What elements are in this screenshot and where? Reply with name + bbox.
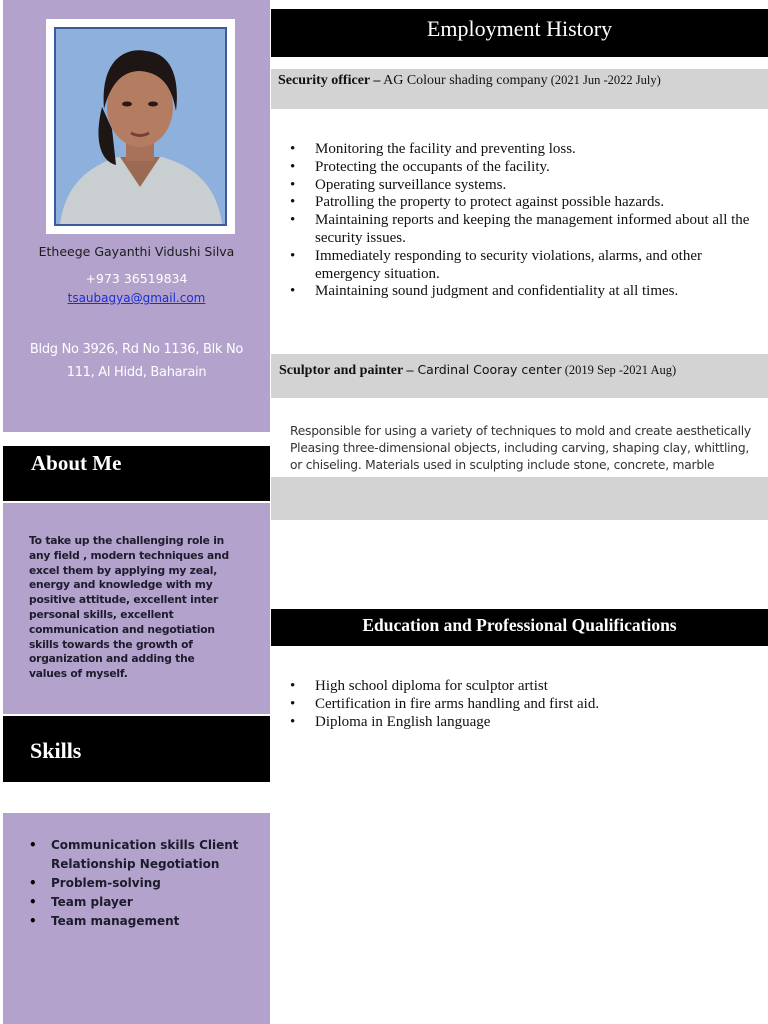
skills-title: Skills [30,738,82,763]
job-dates: (2019 Sep -2021 Aug) [561,363,677,377]
job-header-security-officer [271,69,768,109]
address: Bldg No 3926, Rd No 1136, Blk No 111, Al Hidd, Baharain [29,342,244,380]
job-title: Sculptor and painter – [279,363,414,378]
job-company: AG Colour shading company [380,73,548,88]
job-header-sculptor [271,354,768,398]
education-list [290,677,750,731]
job-duties-list [290,141,760,301]
divider-bar [271,477,768,520]
education-item: • Certification in fire arms handling and first aid. [290,695,750,713]
skill-item: • Team management [29,912,249,931]
job-company: Cardinal Cooray center [413,362,562,377]
duty-item: • Protecting the occupants of the facility. [290,159,760,177]
skill-item: • Team player [29,893,249,912]
education-title: Education and Professional Qualifications [271,609,768,646]
about-me-title: About Me [31,451,122,475]
skills-list [29,836,249,931]
job-dates: (2021 Jun -2022 July) [547,73,661,87]
duty-item: • Maintaining sound judgment and confidentiality at all times. [290,283,760,301]
candidate-name: Etheege Gayanthi Vidushi Silva [38,244,235,259]
person-portrait-icon [56,29,225,224]
duty-item: • Immediately responding to security violations, alarms, and other emergency situation. [290,248,760,284]
duty-item: • Patrolling the property to protect against possible hazards. [290,194,760,212]
profile-photo-image [54,27,227,226]
skill-item: • Communication skills Client Relationship Negotiation [29,836,249,874]
skill-item: • Problem-solving [29,874,249,893]
education-item: • Diploma in English language [290,713,750,731]
skills-header [3,716,270,782]
about-me-text: To take up the challenging role in any field , modern techniques and excel them by applying my zeal, energy and knowledge with my positive attitude, excellent inter personal skills, excellent communication and negotiation skills towards the growth of organization and adding the values of myself. [29,534,229,681]
about-me-header [3,446,270,501]
employment-history-title: Employment History [271,9,768,57]
duty-item: • Monitoring the facility and preventing loss. [290,141,760,159]
phone-number: +973 36519834 [85,271,188,286]
profile-photo [46,19,235,234]
duty-item: • Maintaining reports and keeping the management informed about all the security issues. [290,212,760,248]
education-item: • High school diploma for sculptor artist [290,677,750,695]
email-link[interactable]: tsaubagya@gmail.com [67,291,206,305]
job-title: Security officer – [278,73,381,88]
job-description: Responsible for using a variety of techniques to mold and create aesthetically Pleasing three-dimensional objects, including carving, shaping clay, whittling, or chiseling. Materials used in sculpting include stone, concrete, marble [290,424,751,472]
duty-item: • Operating surveillance systems. [290,177,760,195]
